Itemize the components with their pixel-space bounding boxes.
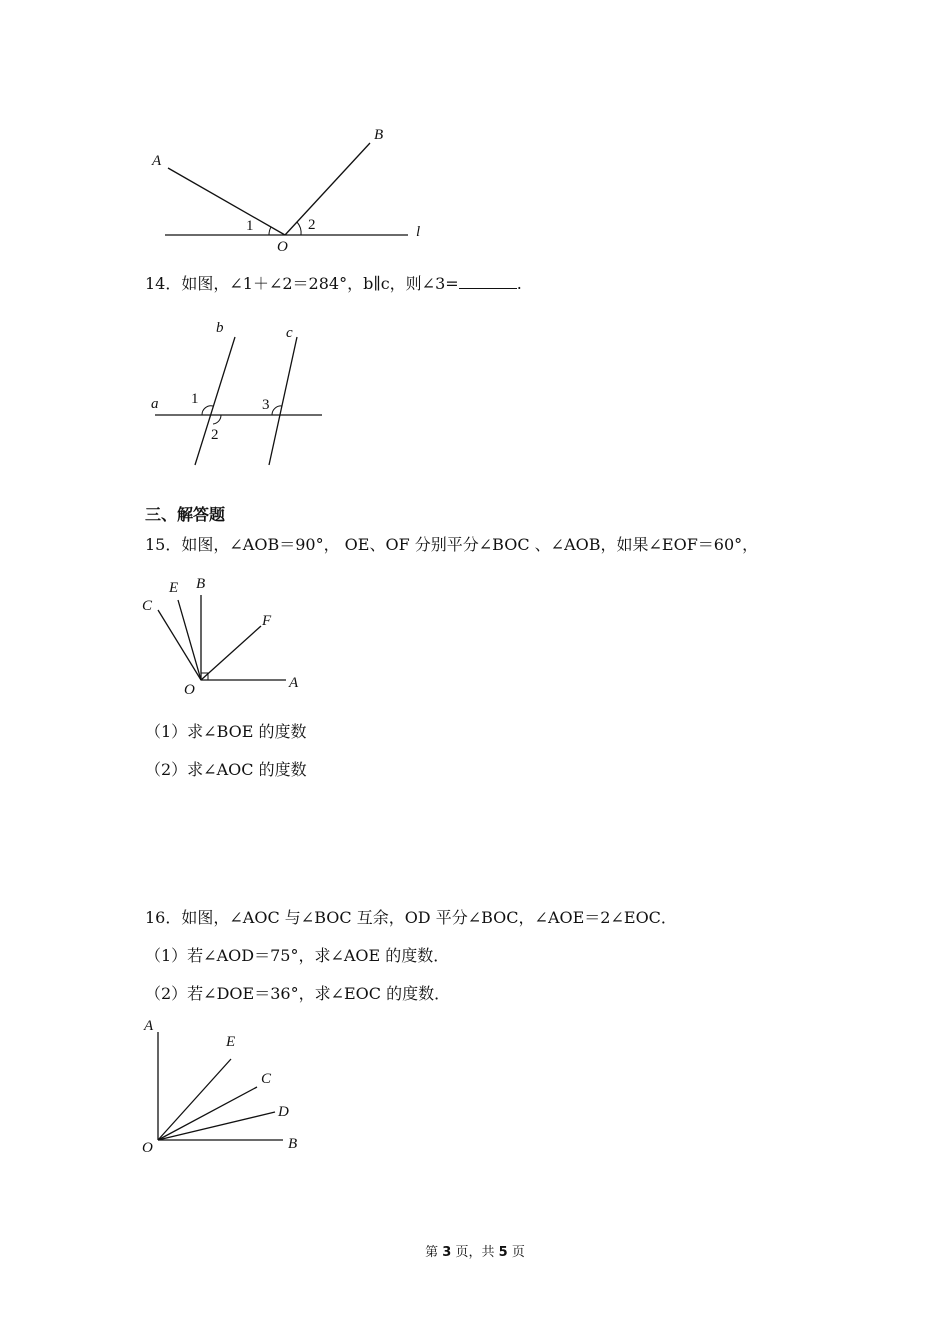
footer-prefix: 第 (425, 1245, 439, 1260)
figure-16 (138, 1012, 318, 1162)
ray-OD (158, 1112, 275, 1140)
ray-OC (158, 1087, 257, 1140)
q14-text: 如图，∠1＋∠2＝284°，b∥c，则∠3= (181, 274, 459, 293)
ray-OA (168, 168, 285, 235)
figure-15 (138, 570, 318, 700)
ray-OF (201, 626, 261, 680)
q15-sub2: （2）求∠AOC 的度数 (145, 760, 307, 779)
q15-text: 如图，∠AOB＝90°， OE、OF 分别平分∠BOC 、∠AOB，如果∠EOF＝60°， (181, 535, 759, 554)
q14-answer-blank (459, 274, 517, 289)
label-A: A (144, 1018, 154, 1034)
q15-sub1: （1）求∠BOE 的度数 (145, 722, 307, 741)
footer-mid: 页，共 (455, 1245, 495, 1260)
ray-OB (285, 143, 370, 235)
label-angle-2: 2 (211, 427, 219, 443)
footer-suffix: 页 (511, 1245, 525, 1260)
label-E: E (226, 1034, 236, 1050)
figure-14 (145, 315, 335, 475)
label-A: A (289, 675, 299, 691)
ray-OE (158, 1059, 231, 1140)
label-angle-1: 1 (191, 391, 199, 407)
q14-end: . (516, 274, 522, 293)
line-c (269, 337, 297, 465)
label-D: D (278, 1104, 289, 1120)
label-E: E (169, 580, 179, 596)
label-l: l (416, 224, 421, 240)
label-C: C (261, 1071, 272, 1087)
footer-total-pages: 5 (498, 1245, 508, 1260)
label-B: B (196, 576, 206, 592)
label-O: O (142, 1140, 153, 1156)
line-b (195, 337, 235, 465)
label-a: a (151, 396, 159, 412)
label-A: A (152, 153, 162, 169)
label-B: B (374, 127, 384, 143)
label-C: C (142, 598, 153, 614)
angle-1-arc (269, 227, 271, 235)
label-O: O (277, 239, 288, 255)
footer-page-number: 3 (442, 1245, 452, 1260)
label-B: B (288, 1136, 298, 1152)
q16-text: 如图，∠AOC 与∠BOC 互余，OD 平分∠BOC，∠AOE＝2∠EOC． (181, 908, 677, 927)
question-16 (145, 908, 677, 928)
section-title: 三、解答题 (145, 505, 226, 524)
question-14 (145, 274, 522, 294)
q15-number: 15． (145, 535, 182, 554)
label-F: F (262, 613, 272, 629)
angle-2-arc (297, 222, 301, 235)
q14-number: 14． (145, 274, 182, 293)
label-O: O (184, 682, 195, 698)
question-15 (145, 535, 758, 555)
label-angle-3: 3 (262, 397, 270, 413)
q16-sub1: （1）若∠AOD＝75°，求∠AOE 的度数． (145, 946, 450, 965)
label-b: b (216, 320, 224, 336)
figure-13 (140, 115, 440, 255)
label-c: c (286, 325, 293, 341)
q16-sub2: （2）若∠DOE＝36°，求∠EOC 的度数． (145, 984, 451, 1003)
label-angle-2: 2 (308, 217, 316, 233)
ray-OE (178, 600, 201, 680)
angle-2-arc (213, 415, 221, 424)
q16-number: 16． (145, 908, 182, 927)
page-footer (0, 1244, 950, 1262)
label-angle-1: 1 (246, 218, 254, 234)
ray-OC (158, 610, 201, 680)
